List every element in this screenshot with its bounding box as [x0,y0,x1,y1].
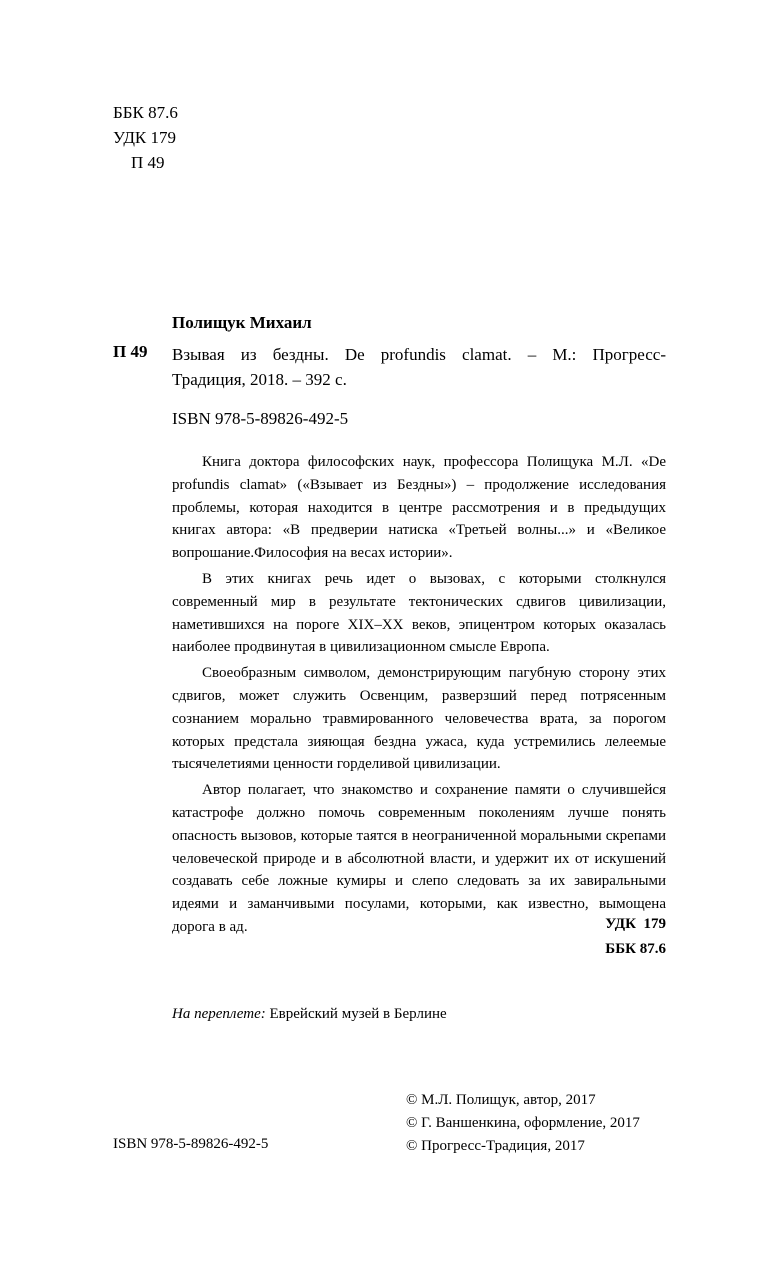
copyright-line: © М.Л. Полищук, автор, 2017 [406,1092,596,1108]
abstract [172,451,666,939]
bibliographic-citation [172,342,666,392]
copyrights [406,1089,640,1158]
isbn: ISBN 978-5-89826-492-5 [172,409,349,428]
abstract-paragraph: В этих книгах речь идет о вызовах, с которыми столкнулся современный мир в результате тектонических сдвигов цивилизации, наметившихся на пороге XIX–XX веков, эпицентром которых оказалась наиболее продвинутая в цивилизационном смысле Европа. [172,570,666,656]
classification-codes [113,100,178,175]
author-sign: П 49 [131,153,165,172]
author-name: Полищук Михаил [172,313,312,332]
isbn-bottom: ISBN 978-5-89826-492-5 [113,1136,269,1152]
copyright-line: © Прогресс-Традиция, 2017 [406,1138,585,1154]
udk-bbk-block [540,912,666,962]
abstract-paragraph: Своеобразным символом, демонстрирующим пагубную сторону этих сдвигов, может служить Освенцим, разверзший перед потрясенным сознанием морально травмированного человечества врата, за порогом которых предстала зияющая бездна ужаса, куда устремились лелеемые тысячелетиями ценности горделивой цивилизации. [172,665,666,773]
udk-code: УДК 179 [605,916,666,932]
cover-note [172,1006,447,1023]
citation-line: Взывая из бездны. De profundis clamat. – М.: Прогресс- [172,345,666,364]
udk-code: УДК 179 [113,128,177,147]
abstract-paragraph: Автор полагает, что знакомство и сохранение памяти о случившейся катастрофе должно помочь современным поколениям лучше понять опасность вызовов, которые таятся в неограниченной моральными скрепами человеческой природе и в абсолютной власти, и удержит их от искушений создавать себе ложные кумиры и слепо следовать за их завиральными идеями и заманчивыми посулами, которыми, как известно, вымощена дорога в ад. [172,782,666,935]
bbk-code: ББК 87.6 [605,941,666,957]
shelf-code: П 49 [113,342,148,361]
cover-label: На переплете: [172,1006,266,1022]
copyright-line: © Г. Ваншенкина, оформление, 2017 [406,1115,640,1131]
bbk-code: ББК 87.6 [113,103,178,122]
citation-line: Традиция, 2018. – 392 с. [172,370,347,389]
cover-text: Еврейский музей в Берлине [269,1006,447,1022]
abstract-paragraph: Книга доктора философских наук, профессора Полищука М.Л. «De profundis clamat» («Взывает из Бездны») – продолжение исследования проблемы, которая находится в центре рассмотрения и в предыдущих книгах автора: «В предверии натиска «Третьей волны...» и «Великое вопрошание.Философия на весах истории». [172,454,666,562]
